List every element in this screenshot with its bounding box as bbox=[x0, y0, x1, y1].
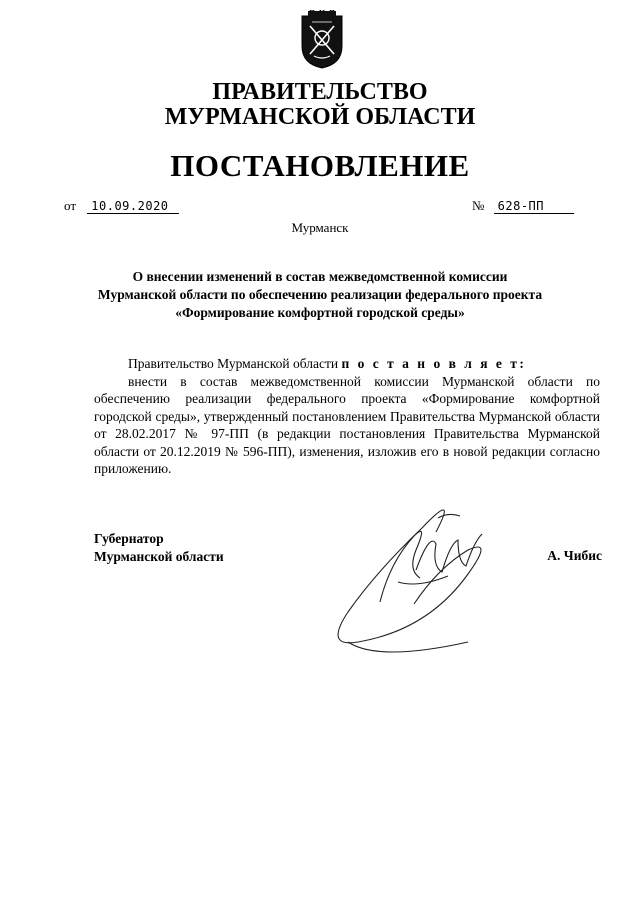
coat-of-arms-icon bbox=[300, 10, 344, 70]
subject-line: Мурманской области по обеспечению реализации федерального проекта bbox=[97, 287, 543, 302]
document-type: ПОСТАНОВЛЕНИЕ bbox=[170, 148, 470, 183]
document-subject bbox=[80, 268, 560, 322]
document-date: 10.09.2020 bbox=[87, 199, 178, 214]
city-name: Мурманск bbox=[291, 220, 349, 235]
signer-title bbox=[94, 530, 224, 566]
decree-paragraph: внести в состав межведомственной комиссии Мурманской области по обеспечению реализации федерального проекта «Формирование комфортной городской среды», утвержденный постановлением Правительства Мурманской области от 28.02.2017 № 97-ПП (в редакции постановления Правительства Мурманской области от 20.12.2019 № 596-ПП), изменения, изложив его в новой редакции согласно приложению. bbox=[94, 373, 600, 476]
subject-line: «Формирование комфортной городской среды» bbox=[175, 305, 465, 320]
date-prefix: от bbox=[64, 198, 77, 213]
signer-title-line2: Мурманской области bbox=[94, 549, 224, 564]
decree-intro bbox=[94, 355, 600, 373]
document-number: 628-ПП bbox=[494, 199, 574, 214]
subject-line: О внесении изменений в состав межведомственной комиссии bbox=[132, 269, 508, 284]
document-body bbox=[94, 355, 600, 478]
number-prefix: № bbox=[472, 198, 485, 213]
organization-name-line1: ПРАВИТЕЛЬСТВО bbox=[212, 79, 428, 105]
date-block bbox=[64, 198, 179, 214]
organization-name-line2: МУРМАНСКОЙ ОБЛАСТИ bbox=[164, 104, 476, 130]
number-block bbox=[472, 198, 574, 214]
handwritten-signature-icon bbox=[318, 492, 508, 662]
signer-name: А. Чибис bbox=[547, 548, 602, 563]
intro-text: Правительство Мурманской области bbox=[128, 356, 339, 371]
decree-word: п о с т а н о в л я е т: bbox=[341, 356, 527, 371]
signer-title-line1: Губернатор bbox=[94, 531, 164, 546]
